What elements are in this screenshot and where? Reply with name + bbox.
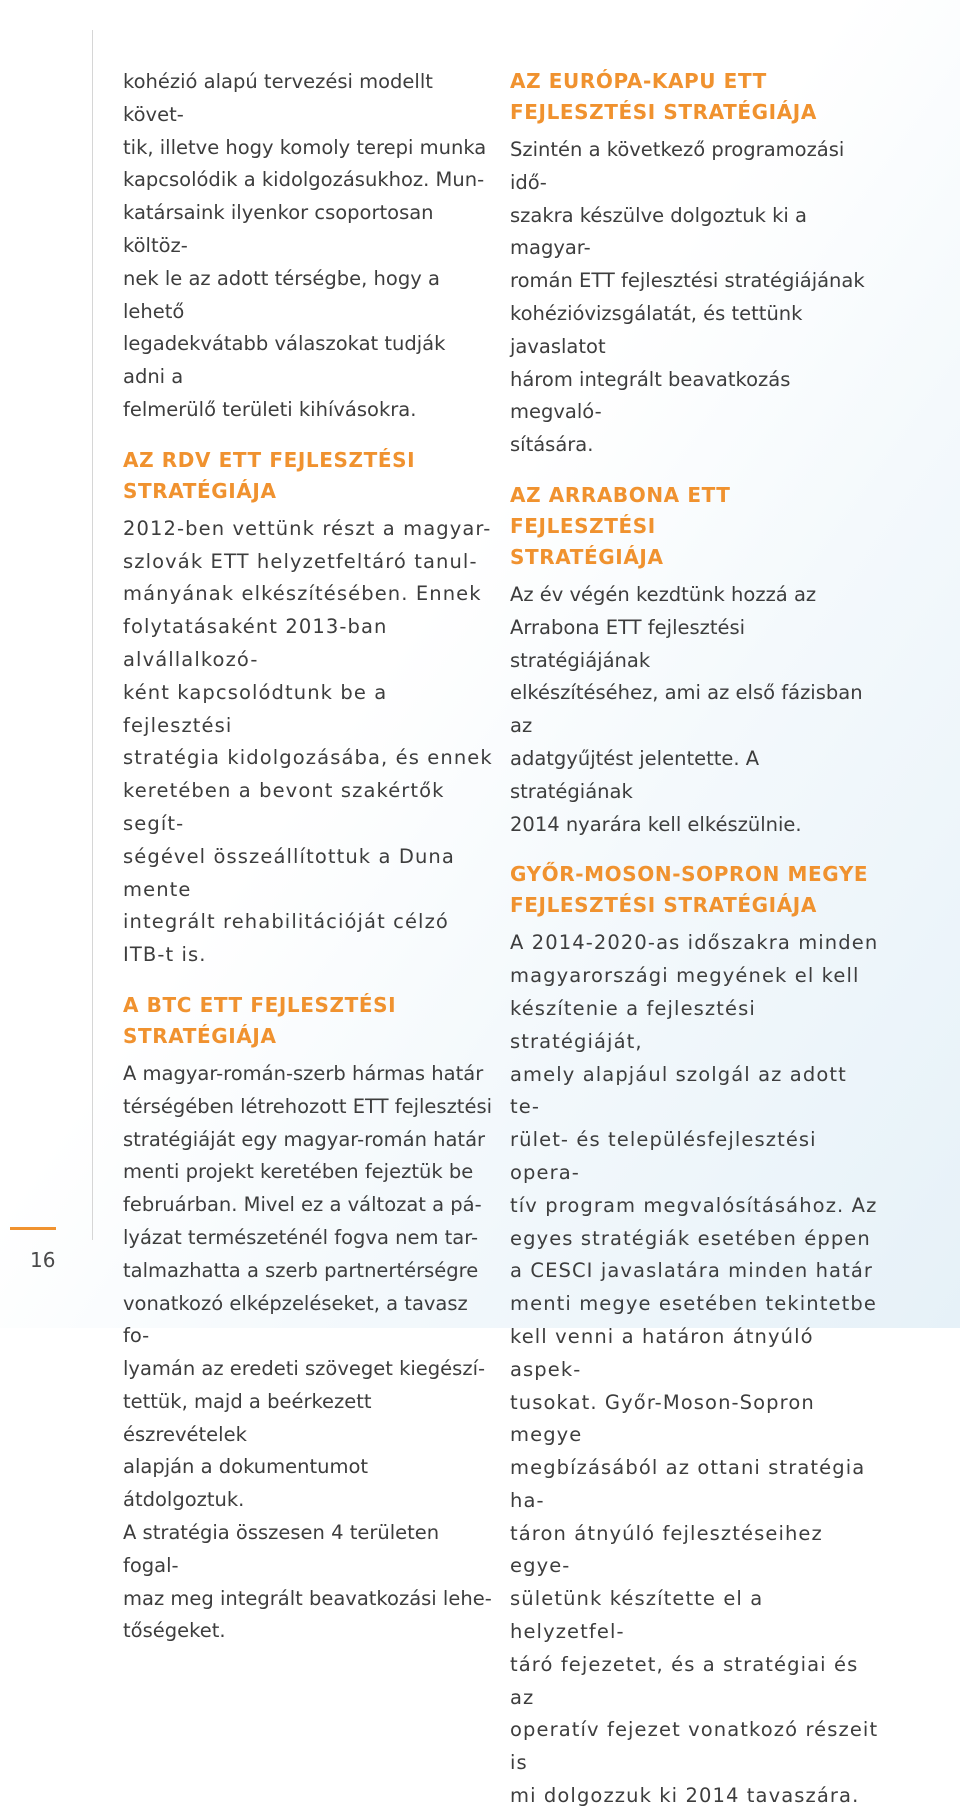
section-heading-arrabona: AZ ARRABONA ETT FEJLESZTÉSI STRATÉGIÁJA — [510, 482, 731, 569]
section-heading-rdv: AZ RDV ETT FEJLESZTÉSI STRATÉGIÁJA — [123, 447, 416, 503]
section-heading-europa-kapu: AZ EURÓPA-KAPU ETT FEJLESZTÉSI STRATÉGIÁJA — [510, 69, 817, 124]
page-number: 16 — [30, 1248, 56, 1272]
section-gyor-moson-sopron — [510, 859, 880, 1813]
page-number-accent — [10, 1227, 56, 1230]
intro-paragraph: kohézió alapú tervezési modellt követ- tik, illetve hogy komoly terepi munka kapcsolódik a kidolgozásukhoz. Mun- katársaink ilyenkor csoportosan költöz- nek le az adott térségbe, hogy a lehető legadekvátabb válaszokat tudják adni a felmerülő területi kihívásokra. — [123, 70, 487, 421]
section-europa-kapu — [510, 66, 880, 462]
section-rdv — [123, 445, 493, 972]
margin-rule — [92, 30, 93, 1240]
section-heading-btc: A BTC ETT FEJLESZTÉSI STRATÉGIÁJA — [123, 992, 397, 1048]
section-heading-gyor-moson-sopron: GYŐR-MOSON-SOPRON MEGYE FEJLESZTÉSI STRATÉGIÁJA — [510, 862, 869, 918]
section-btc — [123, 990, 493, 1648]
section-body-rdv: 2012-ben vettünk részt a magyar- szlovák ETT helyzetfeltáró tanul- mányának elkészítésében. Ennek folytatásaként 2013-ban alvállalkozó- ként kapcsolódtunk be a fejlesztési stratégia kidolgozásába, és ennek keretében a bevont szakértők segít- ségével összeállítottuk a Duna mente integrált rehabilitációját célzó ITB-t is. — [123, 516, 493, 967]
left-column — [123, 66, 493, 1648]
section-body-europa-kapu: Szintén a következő programozási idő- szakra készülve dolgoztuk ki a magyar- román ETT fejlesztési stratégiájának kohézióvizsgálatát, és tettünk javaslatot három integrált beavatkozás megvaló- sítására. — [510, 138, 865, 457]
section-body-arrabona: Az év végén kezdtünk hozzá az Arrabona ETT fejlesztési stratégiájának elkészítéséhez, ami az első fázisban az adatgyűjtést jelentette. A stratégiának 2014 nyarára kell elkészülnie. — [510, 582, 863, 836]
section-body-btc: A magyar-román-szerb hármas határ térségében létrehozott ETT fejlesztési stratégiáját egy magyar-román határ menti projekt keretében fejeztük be februárban. Mivel ez a változat a pá- lyázat természeténél fogva nem tar- talmazhatta a szerb partnertérségre vonatkozó elképzeléseket, a tavasz fo- lyamán az eredeti szöveget kiegészí- tettük, majd a beérkezett észrevételek alapján a dokumentumot átdolgoztuk. A stratégia összesen 4 területen fogal- maz meg integrált beavatkozási lehe- tőségeket. — [123, 1061, 493, 1643]
section-arrabona — [510, 480, 880, 841]
right-column — [510, 66, 880, 1813]
section-body-gyor-moson-sopron: A 2014-2020-as időszakra minden magyarországi megyének el kell készítenie a fejlesztési stratégiáját, amely alapjául szolgál az adott te- rület- és településfejlesztési opera- tív program megvalósításához. Az egyes stratégiák esetében éppen a CESCI javaslatára minden határ menti megye esetében tekintetbe kell venni a határon átnyúló aspek- tusokat. Győr-Moson-Sopron megye megbízásából az ottani stratégia ha- táron átnyúló fejlesztéseihez egye- sületünk készítette el a helyzetfel- táró fejezetet, és a stratégiai és az operatív fejezet vonatkozó részeit is mi dolgozzuk ki 2014 tavaszára. — [510, 931, 879, 1808]
